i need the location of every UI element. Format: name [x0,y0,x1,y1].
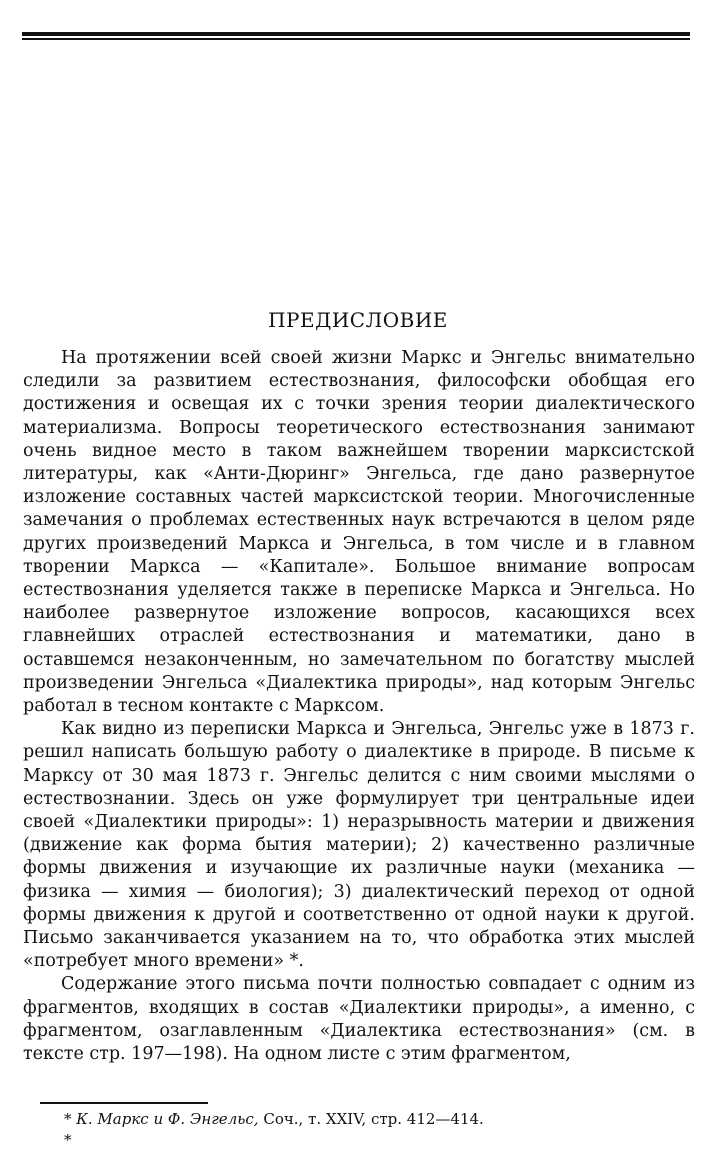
footnote-authors: К. Маркс и Ф. Энгельс, [76,1110,259,1128]
page-title: ПРЕДИСЛОВИЕ [268,308,448,332]
paragraph-2: Как видно из переписки Маркса и Энгельса, Энгельс уже в 1873 г. решил написать большую работу о диалектике в природе. В письме к Марксу от 30 мая 1873 г. Энгельс делится с ним своими мыслями о естествознании. Здесь он уже формулирует три центральные идеи своей «Диалектики природы»: 1) неразрывность материи и движения (движение как форма бытия материи); 2) качественно различные формы движения и изучающие их различные науки (механика — физика — химия — биология); 3) диалектический переход от одной формы движения к другой и соответственно от одной науки к другой. Письмо заканчивается указанием на то, что обработка этих мыслей «потребует много времени» *. [23,719,695,972]
paragraph-1: На протяжении всей своей жизни Маркс и Энгельс внимательно следили за развитием естествознания, философски обобщая его достижения и освещая их с точки зрения теории диалектического материализма. Вопросы теоретического естествознания занимают очень видное место в таком важнейшем творении марксистской литературы, как «Анти-Дюринг» Энгельса, где дано развернутое изложение составных частей марксистской теории. Многочисленные замечания о проблемах естественных наук встречаются в целом ряде других произведений Маркса и Энгельса, в том числе и в главном творении Маркса — «Капитале». Большое внимание вопросам естествознания уделяется также в переписке Маркса и Энгельса. Но наиболее развернутое изложение вопросов, касающихся всех главнейших отраслей естествознания и математики, дано в оставшемся незаконченным, но замечательном по богатству мыслей произведении Энгельса «Диалектика природы», над которым Энгельс работал в тесном контакте с Марксом. [23,348,695,717]
paragraph-3: Содержание этого письма почти полностью совпадает с одним из фрагментов, входящих в состав «Диалектики природы», а именно, с фрагментом, озаглавленным «Диалектика естествознания» (см. в тексте стр. 197—198). На одном листе с этим фрагментом, [23,974,695,1065]
footnote [64,1109,484,1129]
footnote-reference: Соч., т. XXIV, стр. 412—414. [263,1110,484,1128]
top-rule-thin [22,38,690,40]
footnote-rule [40,1102,208,1104]
second-footnote-marker: * [64,1131,72,1149]
body-text [23,347,695,1066]
top-rule-thick [22,32,690,36]
footnote-marker: * [64,1110,72,1128]
top-double-rule [22,32,690,41]
